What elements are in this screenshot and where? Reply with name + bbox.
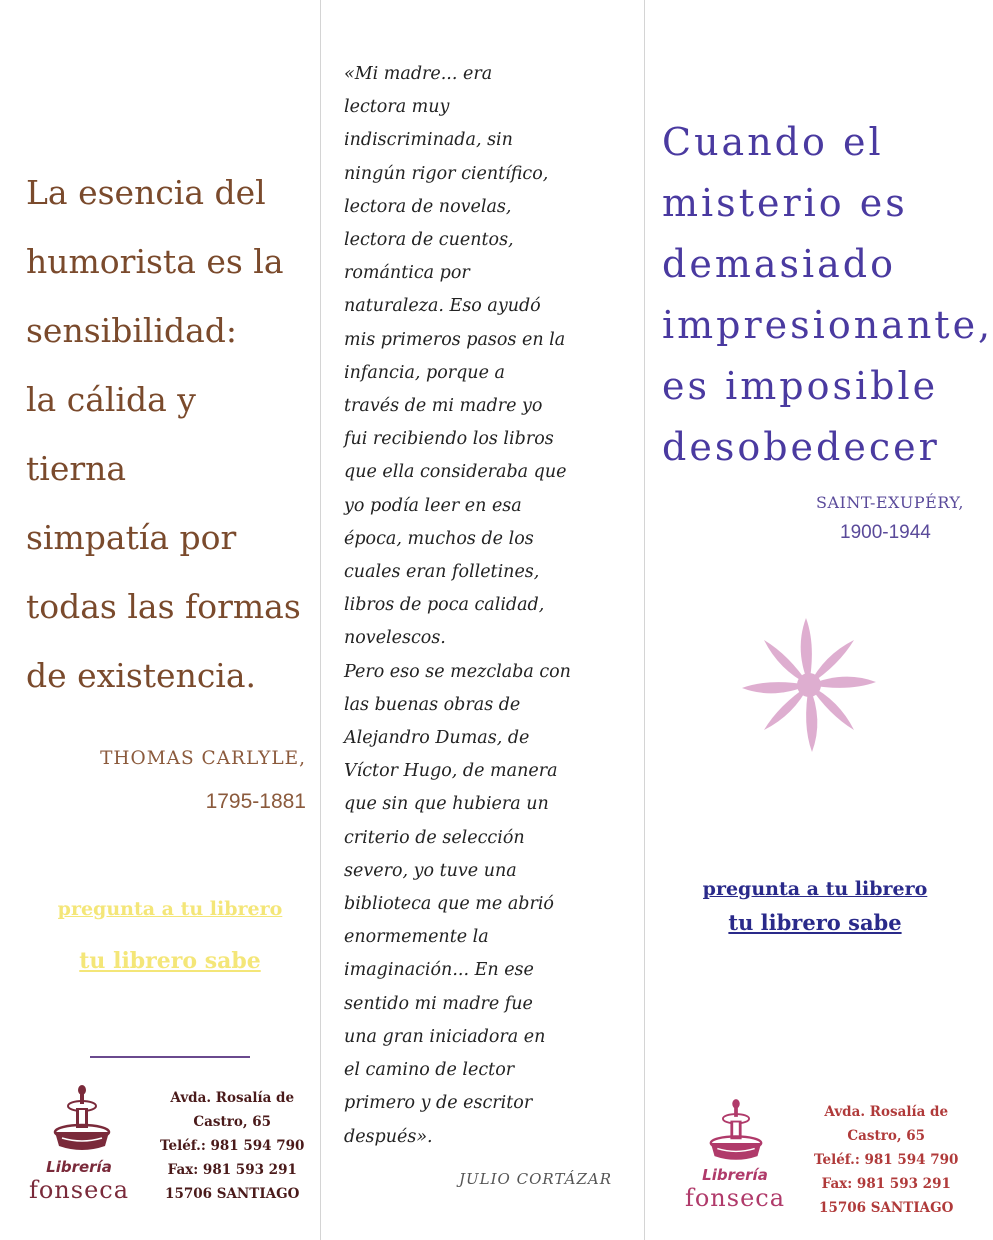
slogan-line-1: pregunta a tu librero bbox=[57, 898, 283, 920]
slogan-line-2: tu librero sabe bbox=[728, 910, 902, 935]
quote-line: sentido mi madre fue bbox=[344, 993, 533, 1014]
slogan-line-2: tu librero sabe bbox=[79, 948, 261, 974]
address-line: Teléf.: 981 594 790 bbox=[160, 1138, 305, 1154]
separator-left bbox=[320, 0, 321, 1240]
quote-line: Víctor Hugo, de manera bbox=[344, 761, 558, 782]
quote-line: después». bbox=[344, 1126, 433, 1147]
quote-line: biblioteca que me abrió bbox=[344, 894, 554, 915]
quote-line: criterio de selección bbox=[344, 827, 525, 848]
address-line: Castro, 65 bbox=[847, 1128, 926, 1144]
logo-word-libreria: Librería bbox=[702, 1166, 768, 1184]
author-name: SAINT-EXUPÉRY, bbox=[816, 493, 964, 512]
quote-line: las buenas obras de bbox=[344, 694, 521, 715]
address-line: 15706 SANTIAGO bbox=[165, 1186, 300, 1202]
quote-line: libros de poca calidad, bbox=[344, 595, 545, 616]
author-name: JULIO CORTÁZAR bbox=[459, 1170, 612, 1188]
address-line: Avda. Rosalía de bbox=[824, 1104, 949, 1120]
bookmark-right bbox=[646, 0, 993, 1240]
libreria-logo bbox=[4, 1080, 154, 1210]
quote-line: que sin que hubiera un bbox=[344, 794, 549, 815]
quote-line: humorista es la bbox=[26, 242, 284, 281]
fountain-icon bbox=[708, 1094, 764, 1164]
quote-line: yo podía leer en esa bbox=[344, 495, 522, 516]
logo-word-fonseca: fonseca bbox=[684, 1184, 786, 1212]
address-block bbox=[814, 1100, 958, 1220]
address-line: Teléf.: 981 594 790 bbox=[814, 1152, 959, 1168]
bookmark-middle bbox=[322, 0, 644, 1240]
libreria-logo bbox=[660, 1094, 810, 1224]
divider-rule bbox=[90, 1056, 250, 1058]
quote-line: novelescos. bbox=[344, 628, 446, 649]
flower-ornament-icon bbox=[734, 610, 884, 760]
quote-line: Cuando el bbox=[662, 120, 884, 164]
quote-line: sensibilidad: bbox=[26, 311, 238, 350]
quote-line: una gran iniciadora en bbox=[344, 1026, 546, 1047]
quote-line: todas las formas bbox=[26, 587, 301, 626]
fountain-icon bbox=[52, 1080, 112, 1154]
address-line: Castro, 65 bbox=[193, 1114, 272, 1130]
quote-line: época, muchos de los bbox=[344, 528, 534, 549]
quote-line: misterio es bbox=[662, 181, 908, 225]
quote-line: Pero eso se mezclaba con bbox=[344, 661, 571, 682]
quote-saint-exupery bbox=[662, 112, 993, 478]
logo-word-fonseca: fonseca bbox=[28, 1176, 130, 1204]
logo-word-libreria: Librería bbox=[46, 1158, 112, 1176]
quote-line: mis primeros pasos en la bbox=[344, 329, 566, 350]
quote-line: primero y de escritor bbox=[344, 1093, 533, 1114]
quote-carlyle bbox=[26, 158, 316, 710]
quote-line: desobedecer bbox=[662, 425, 940, 469]
quote-line: La esencia del bbox=[26, 173, 266, 212]
quote-line: fui recibiendo los libros bbox=[344, 429, 554, 450]
address-line: Fax: 981 593 291 bbox=[821, 1176, 951, 1192]
quote-line: ningún rigor científico, bbox=[344, 163, 549, 184]
quote-line: lectora de cuentos, bbox=[344, 230, 514, 251]
quote-cortazar bbox=[344, 58, 644, 1154]
quote-line: imaginación... En ese bbox=[344, 960, 534, 981]
quote-line: «Mi madre... era bbox=[344, 64, 493, 84]
quote-line: enormemente la bbox=[344, 927, 489, 948]
quote-line: impresionante, bbox=[662, 303, 993, 347]
quote-line: que ella consideraba que bbox=[344, 462, 567, 483]
quote-line: es imposible bbox=[662, 364, 939, 408]
address-line: 15706 SANTIAGO bbox=[819, 1200, 954, 1216]
address-line: Fax: 981 593 291 bbox=[167, 1162, 297, 1178]
address-block bbox=[160, 1086, 304, 1206]
author-name: THOMAS CARLYLE, bbox=[100, 748, 306, 769]
quote-line: de existencia. bbox=[26, 656, 257, 695]
quote-line: lectora muy bbox=[344, 97, 450, 118]
author-years: 1795-1881 bbox=[205, 790, 306, 813]
quote-line: naturaleza. Eso ayudó bbox=[344, 296, 541, 317]
bookmark-left bbox=[0, 0, 320, 1240]
quote-line: lectora de novelas, bbox=[344, 196, 512, 217]
quote-line: indiscriminada, sin bbox=[344, 130, 513, 151]
quote-line: Alejandro Dumas, de bbox=[344, 728, 530, 749]
quote-line: cuales eran folletines, bbox=[344, 562, 540, 583]
separator-right bbox=[644, 0, 645, 1240]
quote-line: tierna bbox=[26, 449, 127, 488]
quote-line: la cálida y bbox=[26, 380, 196, 419]
quote-line: infancia, porque a bbox=[344, 362, 505, 383]
author-years: 1900-1944 bbox=[840, 522, 931, 543]
quote-line: demasiado bbox=[662, 242, 897, 286]
quote-line: severo, yo tuve una bbox=[344, 860, 517, 881]
quote-line: simpatía por bbox=[26, 518, 237, 557]
address-line: Avda. Rosalía de bbox=[170, 1090, 295, 1106]
quote-line: el camino de lector bbox=[344, 1060, 515, 1081]
quote-line: través de mi madre yo bbox=[344, 396, 543, 417]
slogan-line-1: pregunta a tu librero bbox=[702, 878, 928, 900]
quote-line: romántica por bbox=[344, 263, 470, 284]
